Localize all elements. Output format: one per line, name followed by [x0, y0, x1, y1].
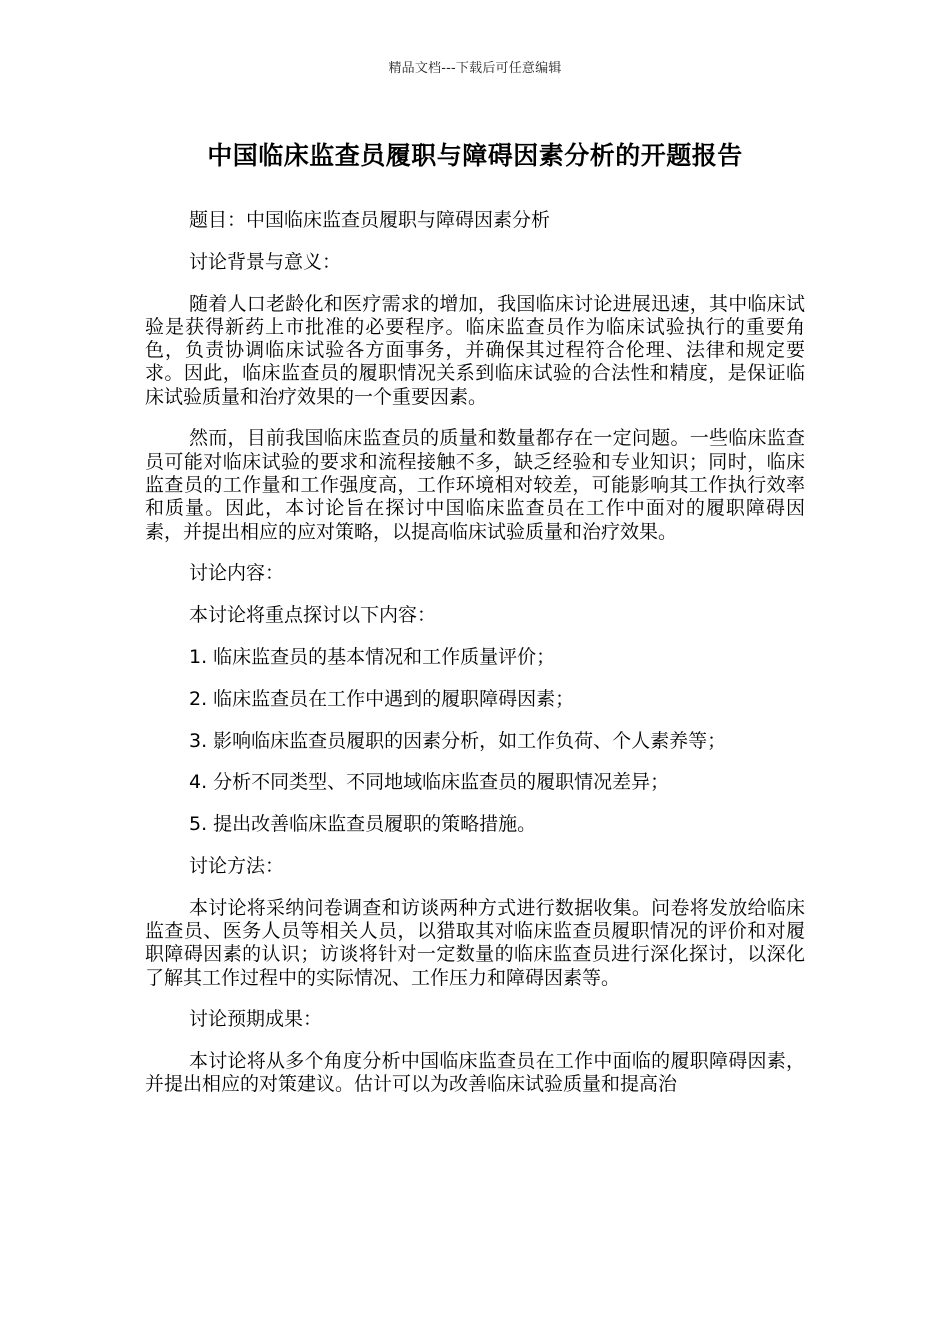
list-item: 2. 临床监查员在工作中遇到的履职障碍因素；: [189, 687, 575, 710]
section-heading-method: 讨论方法：: [189, 854, 285, 877]
list-item: 5. 提出改善临床监查员履职的策略措施。: [189, 813, 537, 836]
document-body: [145, 209, 805, 1115]
background-paragraph-1: 随着人口老龄化和医疗需求的增加，我国临床讨论进展迅速，其中临床试验是获得新药上市批准的必要程序。临床监查员作为临床试验执行的重要角色，负责协调临床试验各方面事务，并确保其过程符合伦理、法律和规定要求。因此，临床监查员的履职情况关系到临床试验的合法性和精度，是保证临床试验质量和治疗效果的一个重要因素。: [145, 292, 805, 408]
document-title: 中国临床监查员履职与障碍因素分析的开题报告: [207, 141, 743, 170]
header-note: 精品文档---下载后可任意编辑: [388, 61, 562, 76]
method-paragraph: 本讨论将采纳问卷调查和访谈两种方式进行数据收集。问卷将发放给临床监查员、医务人员等相关人员，以猎取其对临床监查员履职情况的评价和对履职障碍因素的认识；访谈将针对一定数量的临床监查员进行深化探讨，以深化了解其工作过程中的实际情况、工作压力和障碍因素等。: [145, 896, 805, 989]
section-heading-outcomes: 讨论预期成果：: [189, 1008, 323, 1031]
list-item: 4. 分析不同类型、不同地域临床监查员的履职情况差异；: [189, 771, 670, 794]
content-intro: 本讨论将重点探讨以下内容：: [189, 604, 437, 627]
outcomes-paragraph: 本讨论将从多个角度分析中国临床监查员在工作中面临的履职障碍因素，并提出相应的对策建议。估计可以为改善临床试验质量和提高治: [145, 1050, 805, 1096]
section-heading-content: 讨论内容：: [189, 562, 285, 585]
section-heading-background: 讨论背景与意义：: [189, 250, 342, 273]
topic-line: 题目：中国临床监查员履职与障碍因素分析: [189, 209, 551, 231]
background-paragraph-2: 然而，目前我国临床监查员的质量和数量都存在一定问题。一些临床监查员可能对临床试验的要求和流程接触不多，缺乏经验和专业知识；同时，临床监查员的工作量和工作强度高，工作环境相对较差，可能影响其工作执行效率和质量。因此，本讨论旨在探讨中国临床监查员在工作中面对的履职障碍因素，并提出相应的应对策略，以提高临床试验质量和治疗效果。: [145, 427, 805, 543]
list-item: 3. 影响临床监查员履职的因素分析，如工作负荷、个人素养等；: [189, 729, 727, 752]
list-item: 1. 临床监查员的基本情况和工作质量评价；: [189, 645, 556, 668]
